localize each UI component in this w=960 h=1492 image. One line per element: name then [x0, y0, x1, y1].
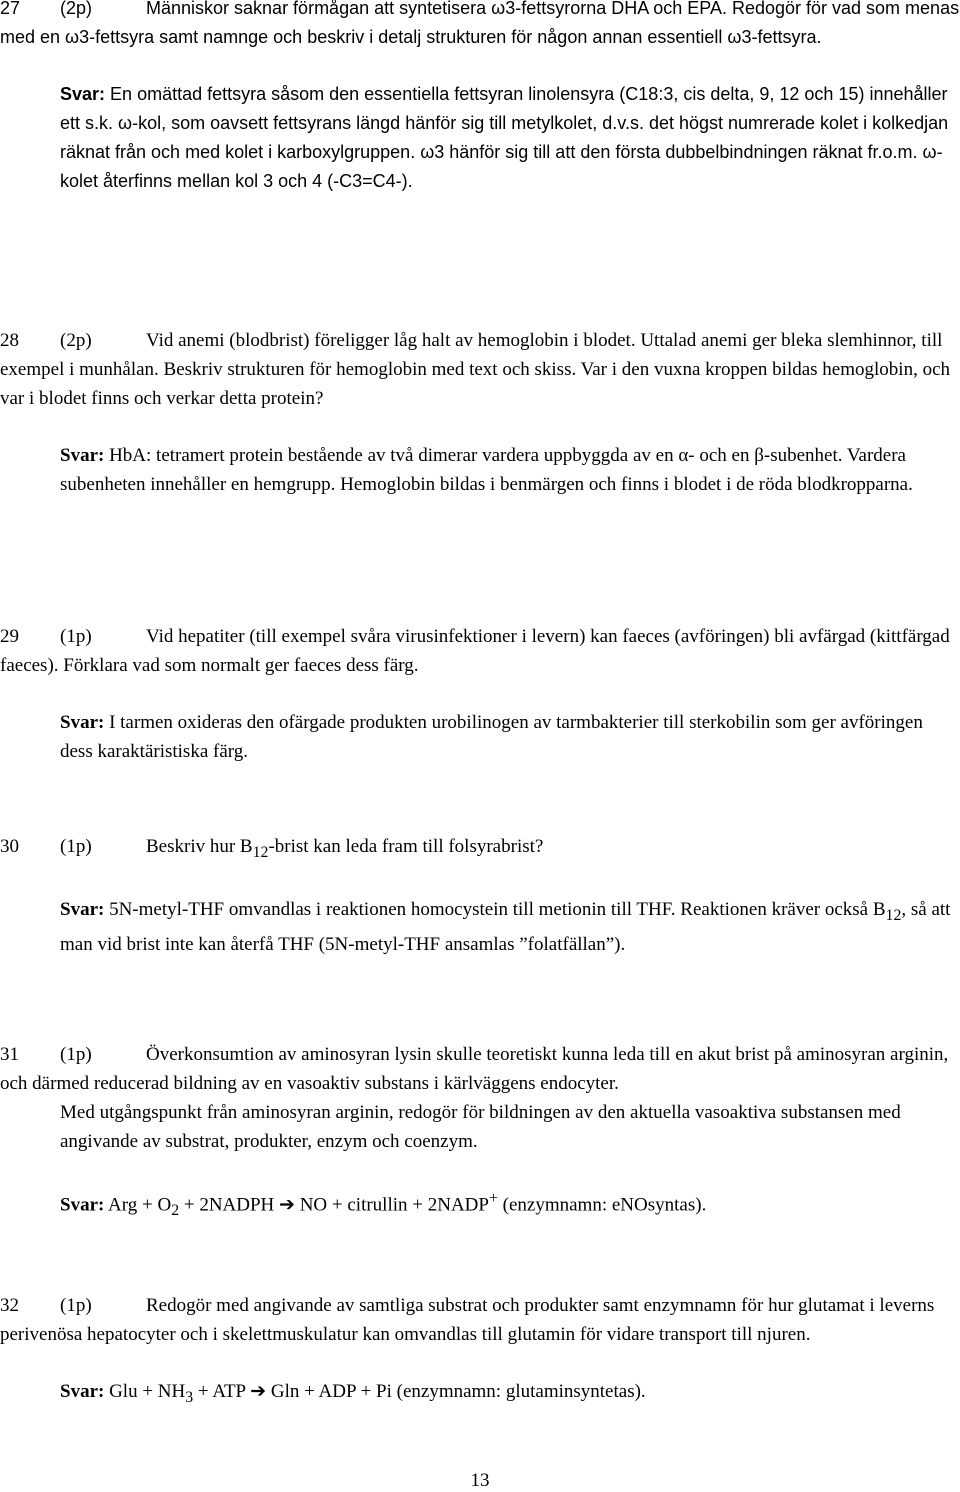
question-number: 30 [0, 836, 19, 857]
question-body-post: -brist kan leda fram till folsyrabrist? [268, 836, 544, 857]
question-31-text [0, 1040, 960, 1098]
answer-28 [0, 441, 960, 499]
answer-30 [0, 895, 960, 959]
arrow-icon: ➔ [250, 1381, 267, 1402]
subscript: 12 [252, 843, 269, 861]
question-30 [0, 832, 960, 959]
question-28 [0, 326, 960, 499]
answer-label: Svar: [60, 898, 105, 920]
answer-32 [0, 1377, 960, 1412]
subscript: 2 [171, 1202, 180, 1220]
question-points: (2p) [60, 330, 92, 351]
reaction-part: Gln + ADP + Pi (enzymnamn: glutaminsyntetas). [266, 1381, 646, 1402]
question-31 [0, 1040, 960, 1225]
reaction-part: NO + citrullin + 2NADP [294, 1194, 489, 1216]
subscript: 3 [185, 1388, 194, 1406]
question-28-text [0, 326, 960, 413]
answer-label: Svar: [60, 1194, 105, 1216]
answer-body-post: , så att man vid brist inte kan återfå THF (5N-metyl-THF ansamlas ”folatfällan”). [60, 898, 951, 955]
question-points: (1p) [60, 626, 92, 647]
question-27-text [0, 0, 960, 52]
question-body: Vid hepatiter (till exempel svåra virusinfektioner i levern) kan faeces (avföringen) bli avfärgad (kittfärgad faeces). Förklara vad som normalt ger faeces dess färg. [0, 626, 950, 676]
answer-29 [0, 708, 960, 766]
question-body: Redogör med angivande av samtliga substrat och produkter samt enzymnamn för hur glutamat i leverns perivenösa hepatocyter och i skelettmuskulatur kan omvandlas till glutamin för vidare transport till njuren. [0, 1295, 935, 1345]
reaction-part: (enzymnamn: eNOsyntas). [497, 1194, 707, 1216]
answer-label: Svar: [60, 712, 105, 733]
question-27 [0, 0, 960, 196]
question-number: 31 [0, 1044, 19, 1065]
question-points: (1p) [60, 1044, 92, 1065]
subscript: 12 [885, 906, 902, 924]
question-29-text [0, 622, 960, 680]
question-points: (1p) [60, 836, 92, 857]
superscript: + [488, 1190, 498, 1207]
reaction-part: + 2NADPH [179, 1194, 280, 1216]
answer-body-pre: 5N-metyl-THF omvandlas i reaktionen homocystein till metionin till THF. Reaktionen kräver också B [109, 898, 886, 920]
question-body: Överkonsumtion av aminosyran lysin skulle teoretiskt kunna leda till en akut brist på aminosyran arginin, och därmed reducerad bildning av en vasoaktiv substans i kärlväggens endocyter. [0, 1044, 949, 1094]
answer-body: En omättad fettsyra såsom den essentiella fettsyran linolensyra (C18:3, cis delta, 9, 12 och 15) innehåller ett s.k. ω-kol, som oavsett fettsyrans längd hänför sig till metylkolet, d.v.s. det högst numrerade kolet i kolkedjan räknat från och med kolet i karboxylgruppen. ω3 hänför sig till att den första dubbelbindningen räknat fr.o.m. ω-kolet återfinns mellan kol 3 och 4 (-C3=C4-). [60, 84, 949, 191]
question-body: Vid anemi (blodbrist) föreligger låg halt av hemoglobin i blodet. Uttalad anemi ger bleka slemhinnor, till exempel i munhålan. Beskriv strukturen för hemoglobin med text och skiss. Var i den vuxna kroppen bildas hemoglobin, och var i blodet finns och verkar detta protein? [0, 330, 950, 409]
answer-body: HbA: tetramert protein bestående av två dimerar vardera uppbyggda av en α- och en β-subenhet. Vardera subenheten innehåller en hemgrupp. Hemoglobin bildas i benmärgen och finns i blodet i de röda blodkropparna. [60, 445, 913, 495]
question-32 [0, 1291, 960, 1412]
question-number: 29 [0, 626, 19, 647]
reaction-part: Arg + O [108, 1194, 172, 1216]
answer-body: I tarmen oxideras den ofärgade produkten urobilinogen av tarmbakterier till sterkobilin som ger avföringen dess karaktäristiska färg. [60, 712, 923, 762]
page-number: 13 [470, 1470, 490, 1491]
arrow-icon: ➔ [279, 1194, 295, 1216]
answer-label: Svar: [60, 1381, 105, 1402]
question-body: Människor saknar förmågan att syntetisera ω3-fettsyrorna DHA och EPA. Redogör för vad som menas med en ω3-fettsyra samt namnge och beskriv i detalj strukturen för någon annan essentiell ω3-fettsyra. [0, 0, 960, 47]
question-30-text [0, 832, 960, 867]
reaction-part: Glu + NH [109, 1381, 186, 1402]
question-31-followup: Med utgångspunkt från aminosyran arginin, redogör för bildningen av den aktuella vasoaktiva substansen med angivande av substrat, produkter, enzym och coenzym. [60, 1102, 901, 1152]
answer-label: Svar: [60, 84, 106, 104]
reaction-part: + ATP [193, 1381, 251, 1402]
question-points: (1p) [60, 1295, 92, 1316]
answer-31 [0, 1184, 960, 1225]
answer-label: Svar: [60, 445, 105, 466]
question-29 [0, 622, 960, 766]
question-number: 27 [0, 0, 21, 18]
question-number: 28 [0, 330, 19, 351]
question-body-pre: Beskriv hur B [146, 836, 253, 857]
question-number: 32 [0, 1295, 19, 1316]
answer-27 [0, 80, 960, 196]
question-points: (2p) [60, 0, 93, 18]
question-32-text [0, 1291, 960, 1349]
